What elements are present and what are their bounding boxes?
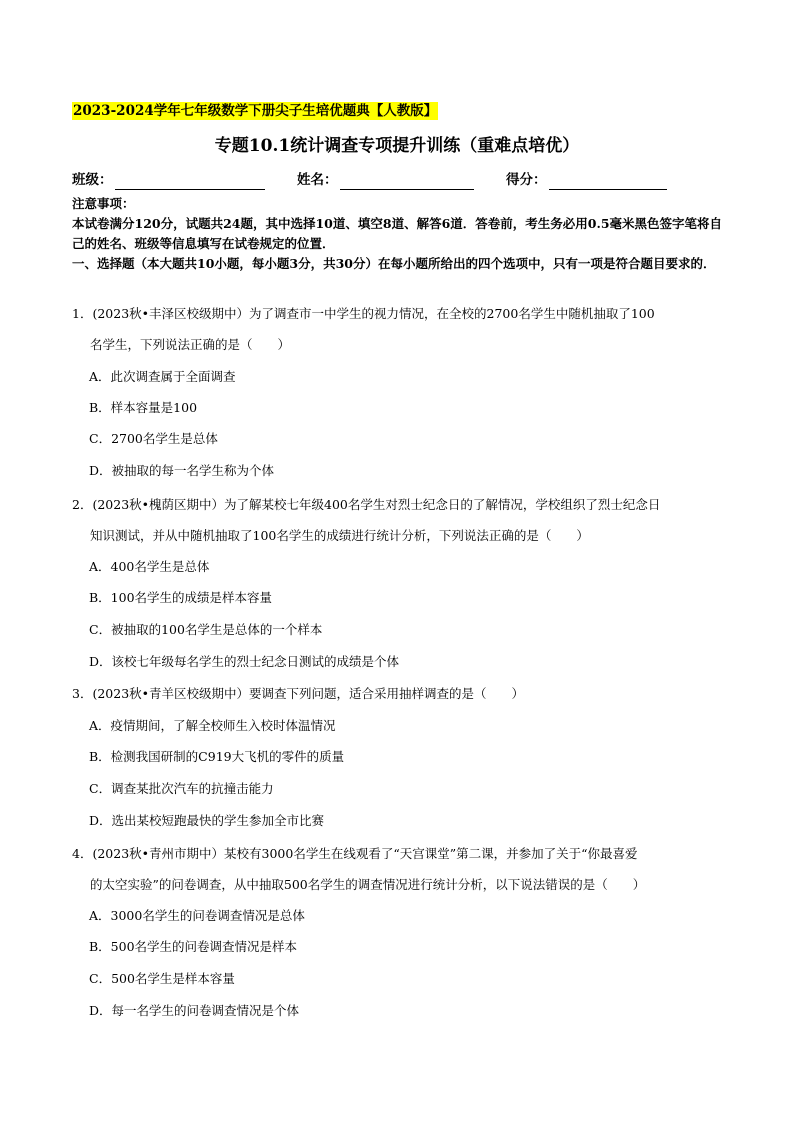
question-2-option-c[interactable]: C．被抽取的100名学生是总体的一个样本 <box>89 622 323 637</box>
question-3-line1: 3．(2023秋•青羊区校级期中）要调查下列问题，适合采用抽样调查的是（ ） <box>72 686 525 701</box>
name-blank-line <box>340 173 474 190</box>
notice-heading: 注意事项： <box>72 196 135 211</box>
question-3-option-b[interactable]: B．检测我国研制的C919大飞机的零件的质量 <box>89 749 345 764</box>
question-1-option-a[interactable]: A．此次调查属于全面调查 <box>89 369 236 384</box>
question-2-line1: 2．(2023秋•槐荫区期中）为了解某校七年级400名学生对烈士纪念日的了解情况，学校组织了烈士纪念日 <box>72 497 661 512</box>
question-3-option-c[interactable]: C．调查某批次汽车的抗撞击能力 <box>89 781 274 796</box>
notice-body: 本试卷满分120分，试题共24题，其中选择10道、填空8道、解答6道．答卷前，考生务必用0.5毫米黑色签字笔将自己的姓名、班级等信息填写在试卷规定的位置． <box>72 216 723 251</box>
page-title: 专题10.1统计调查专项提升训练（重难点培优） <box>214 136 580 156</box>
score-field[interactable] <box>506 170 667 190</box>
name-label: 姓名： <box>297 172 338 188</box>
question-2-stem <box>72 489 724 551</box>
question-1-line1: 1．(2023秋•丰泽区校级期中）为了调查市一中学生的视力情况，在全校的2700名学生中随机抽取了100 <box>72 306 655 321</box>
question-3-option-a[interactable]: A．疫情期间，了解全校师生入校时体温情况 <box>89 718 336 733</box>
question-4-stem <box>72 838 724 900</box>
class-field[interactable] <box>72 170 265 190</box>
series-banner: 2023-2024学年七年级数学下册尖子生培优题典【人教版】 <box>73 103 438 119</box>
class-label: 班级： <box>72 172 113 188</box>
question-3-stem <box>72 678 724 709</box>
question-3-option-d[interactable]: D．选出某校短跑最快的学生参加全市比赛 <box>89 813 325 828</box>
question-2-option-a[interactable]: A．400名学生是总体 <box>89 559 210 574</box>
question-2-line2: 知识测试，并从中随机抽取了100名学生的成绩进行统计分析，下列说法正确的是（ ） <box>90 528 589 543</box>
question-1-stem <box>72 298 724 360</box>
question-4-option-d[interactable]: D．每一名学生的问卷调查情况是个体 <box>89 1003 300 1018</box>
question-2-option-d[interactable]: D．该校七年级每名学生的烈士纪念日测试的成绩是个体 <box>89 654 400 669</box>
question-4-line1: 4．(2023秋•青州市期中）某校有3000名学生在线观看了“天宫课堂”第二课，并参加了关于“你最喜爱 <box>72 846 638 861</box>
question-1-option-b[interactable]: B．样本容量是100 <box>89 400 198 415</box>
class-blank-line <box>115 173 265 190</box>
question-2-option-b[interactable]: B．100名学生的成绩是样本容量 <box>89 590 273 605</box>
section-heading: 一、选择题（本大题共10小题，每小题3分，共30分）在每小题所给出的四个选项中，只有一项是符合题目要求的． <box>72 256 716 271</box>
notice-block <box>72 194 724 274</box>
question-4-option-a[interactable]: A．3000名学生的问卷调查情况是总体 <box>89 908 305 923</box>
score-label: 得分： <box>506 172 547 188</box>
question-1-option-d[interactable]: D．被抽取的每一名学生称为个体 <box>89 463 275 478</box>
score-blank-line <box>549 173 667 190</box>
question-1-option-c[interactable]: C．2700名学生是总体 <box>89 431 218 446</box>
name-field[interactable] <box>297 170 474 190</box>
question-4-option-b[interactable]: B．500名学生的问卷调查情况是样本 <box>89 939 298 954</box>
student-info-row <box>72 170 722 192</box>
question-4-option-c[interactable]: C．500名学生是样本容量 <box>89 971 235 986</box>
question-1-line2: 名学生，下列说法正确的是（ ） <box>90 337 291 352</box>
question-4-line2: 的太空实验”的问卷调查，从中抽取500名学生的调查情况进行统计分析，以下说法错误的是（ ） <box>90 877 646 892</box>
